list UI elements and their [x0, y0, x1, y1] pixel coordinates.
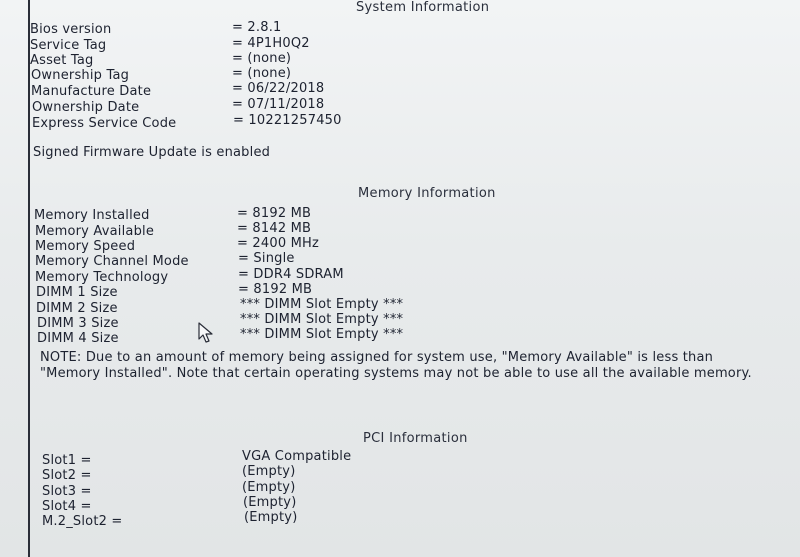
- info-value: (Empty): [242, 464, 296, 479]
- info-value: (Empty): [243, 495, 297, 510]
- info-value: *** DIMM Slot Empty ***: [240, 327, 404, 342]
- info-label: Ownership Date: [32, 100, 140, 115]
- info-value: = 4P1H0Q2: [232, 36, 310, 51]
- memory-information-heading: Memory Information: [358, 186, 496, 201]
- info-value: VGA Compatible: [242, 449, 352, 464]
- info-label: Slot4 =: [42, 499, 92, 514]
- info-label: Slot2 =: [42, 468, 92, 483]
- info-value: = 2.8.1: [232, 20, 282, 35]
- info-label: Memory Speed: [35, 239, 136, 254]
- mouse-pointer-icon: [198, 322, 216, 344]
- info-label: Memory Channel Mode: [35, 254, 189, 269]
- info-label: Service Tag: [30, 38, 107, 53]
- info-value: *** DIMM Slot Empty ***: [240, 297, 404, 312]
- info-label: Express Service Code: [32, 116, 177, 131]
- info-label: DIMM 3 Size: [37, 316, 119, 331]
- info-value: = 8192 MB: [237, 206, 312, 221]
- pci-information-heading: PCI Information: [363, 431, 468, 446]
- info-label: Slot1 =: [42, 453, 92, 468]
- info-label: Ownership Tag: [31, 68, 130, 83]
- info-label: M.2_Slot2 =: [42, 514, 123, 529]
- info-value: = 2400 MHz: [237, 236, 320, 251]
- info-label: Memory Technology: [35, 270, 169, 285]
- info-value: = (none): [232, 51, 292, 66]
- info-label: DIMM 4 Size: [37, 331, 119, 346]
- info-value: = DDR4 SDRAM: [238, 267, 344, 282]
- info-value: = 06/22/2018: [232, 81, 325, 96]
- info-label: DIMM 2 Size: [36, 301, 118, 316]
- system-information-heading: System Information: [356, 0, 490, 15]
- info-value: *** DIMM Slot Empty ***: [240, 312, 404, 327]
- info-value: = 8192 MB: [238, 282, 313, 297]
- info-label: Asset Tag: [30, 53, 94, 68]
- info-label: Slot3 =: [42, 484, 92, 499]
- info-value: = 8142 MB: [237, 221, 312, 236]
- info-label: Memory Available: [35, 224, 155, 239]
- info-value: = 07/11/2018: [232, 97, 325, 112]
- firmware-status-text: Signed Firmware Update is enabled: [33, 145, 271, 160]
- info-value: (Empty): [242, 480, 296, 495]
- memory-note-text: NOTE: Due to an amount of memory being assigned for system use, "Memory Available" is less than "Memory Installed". Note that certain operating systems may not be able to use all the available memory.: [40, 350, 752, 381]
- info-value: = (none): [232, 66, 292, 81]
- info-label: Bios version: [30, 22, 112, 37]
- panel-left-border: [28, 0, 30, 557]
- info-label: Manufacture Date: [31, 84, 152, 99]
- info-label: DIMM 1 Size: [36, 285, 118, 300]
- info-label: Memory Installed: [34, 208, 150, 223]
- info-value: = Single: [238, 251, 295, 266]
- info-value: (Empty): [244, 510, 298, 525]
- info-value: = 10221257450: [233, 113, 342, 128]
